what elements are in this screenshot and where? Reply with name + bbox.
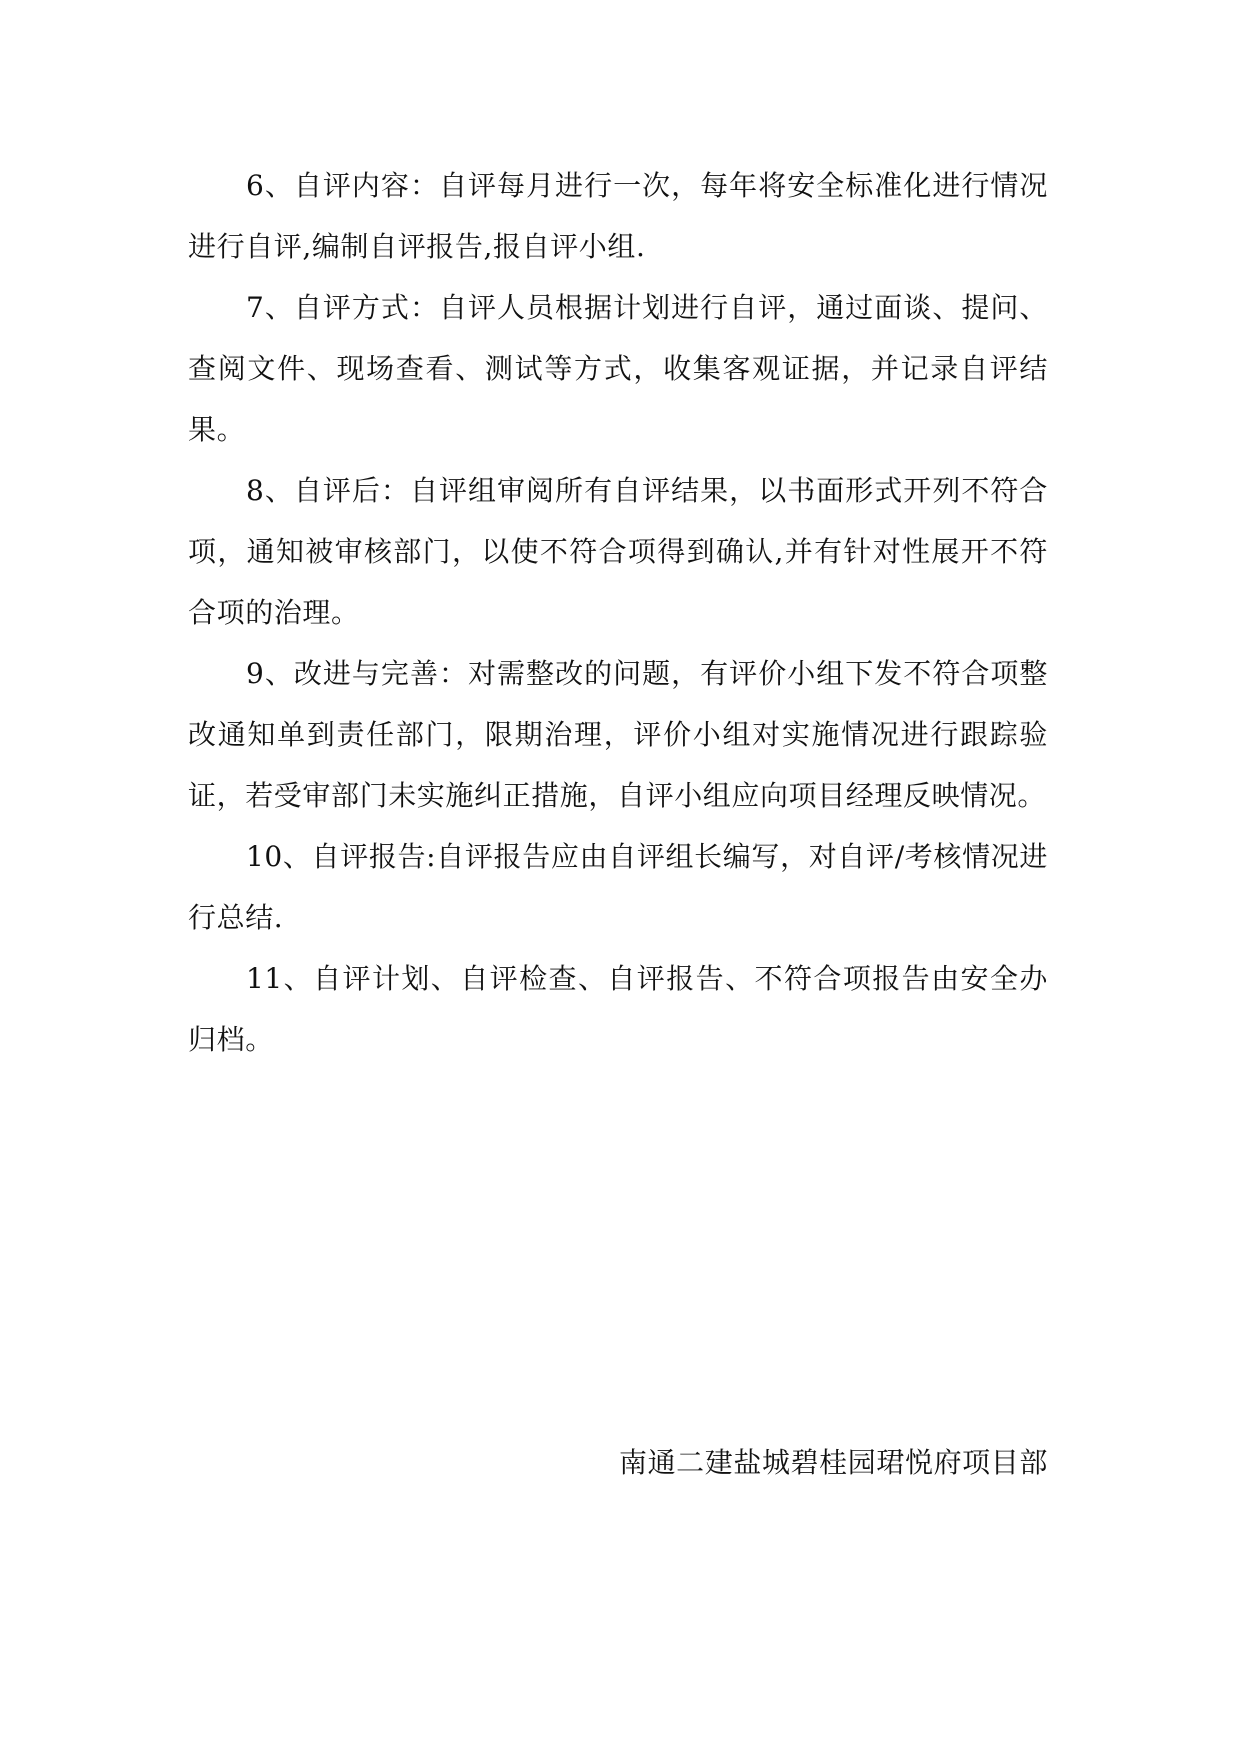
paragraph-11-archiving: 11、自评计划、自评检查、自评报告、不符合项报告由安全办归档。 bbox=[188, 962, 1048, 1056]
paragraph-10-self-evaluation-report: 10、自评报告:自评报告应由自评组长编写，对自评/考核情况进行总结. bbox=[188, 840, 1048, 934]
paragraph-9-improvement: 9、改进与完善：对需整改的问题，有评价小组下发不符合项整改通知单到责任部门，限期治理，评价小组对实施情况进行跟踪验证，若受审部门未实施纠正措施，自评小组应向项目经理反映情况。 bbox=[188, 657, 1048, 812]
paragraph-6-self-evaluation-content: 6、自评内容：自评每月进行一次，每年将安全标准化进行情况进行自评,编制自评报告,报自评小组. bbox=[188, 169, 1048, 263]
paragraph-8-after-self-evaluation: 8、自评后：自评组审阅所有自评结果，以书面形式开列不符合项，通知被审核部门，以使不符合项得到确认,并有针对性展开不符合项的治理。 bbox=[188, 474, 1048, 629]
signature-department: 南通二建盐城碧桂园珺悦府项目部 bbox=[618, 1446, 1048, 1479]
document-body bbox=[188, 155, 1048, 1070]
paragraph-7-self-evaluation-method: 7、自评方式：自评人员根据计划进行自评，通过面谈、提问、查阅文件、现场查看、测试等方式，收集客观证据，并记录自评结果。 bbox=[188, 291, 1048, 446]
